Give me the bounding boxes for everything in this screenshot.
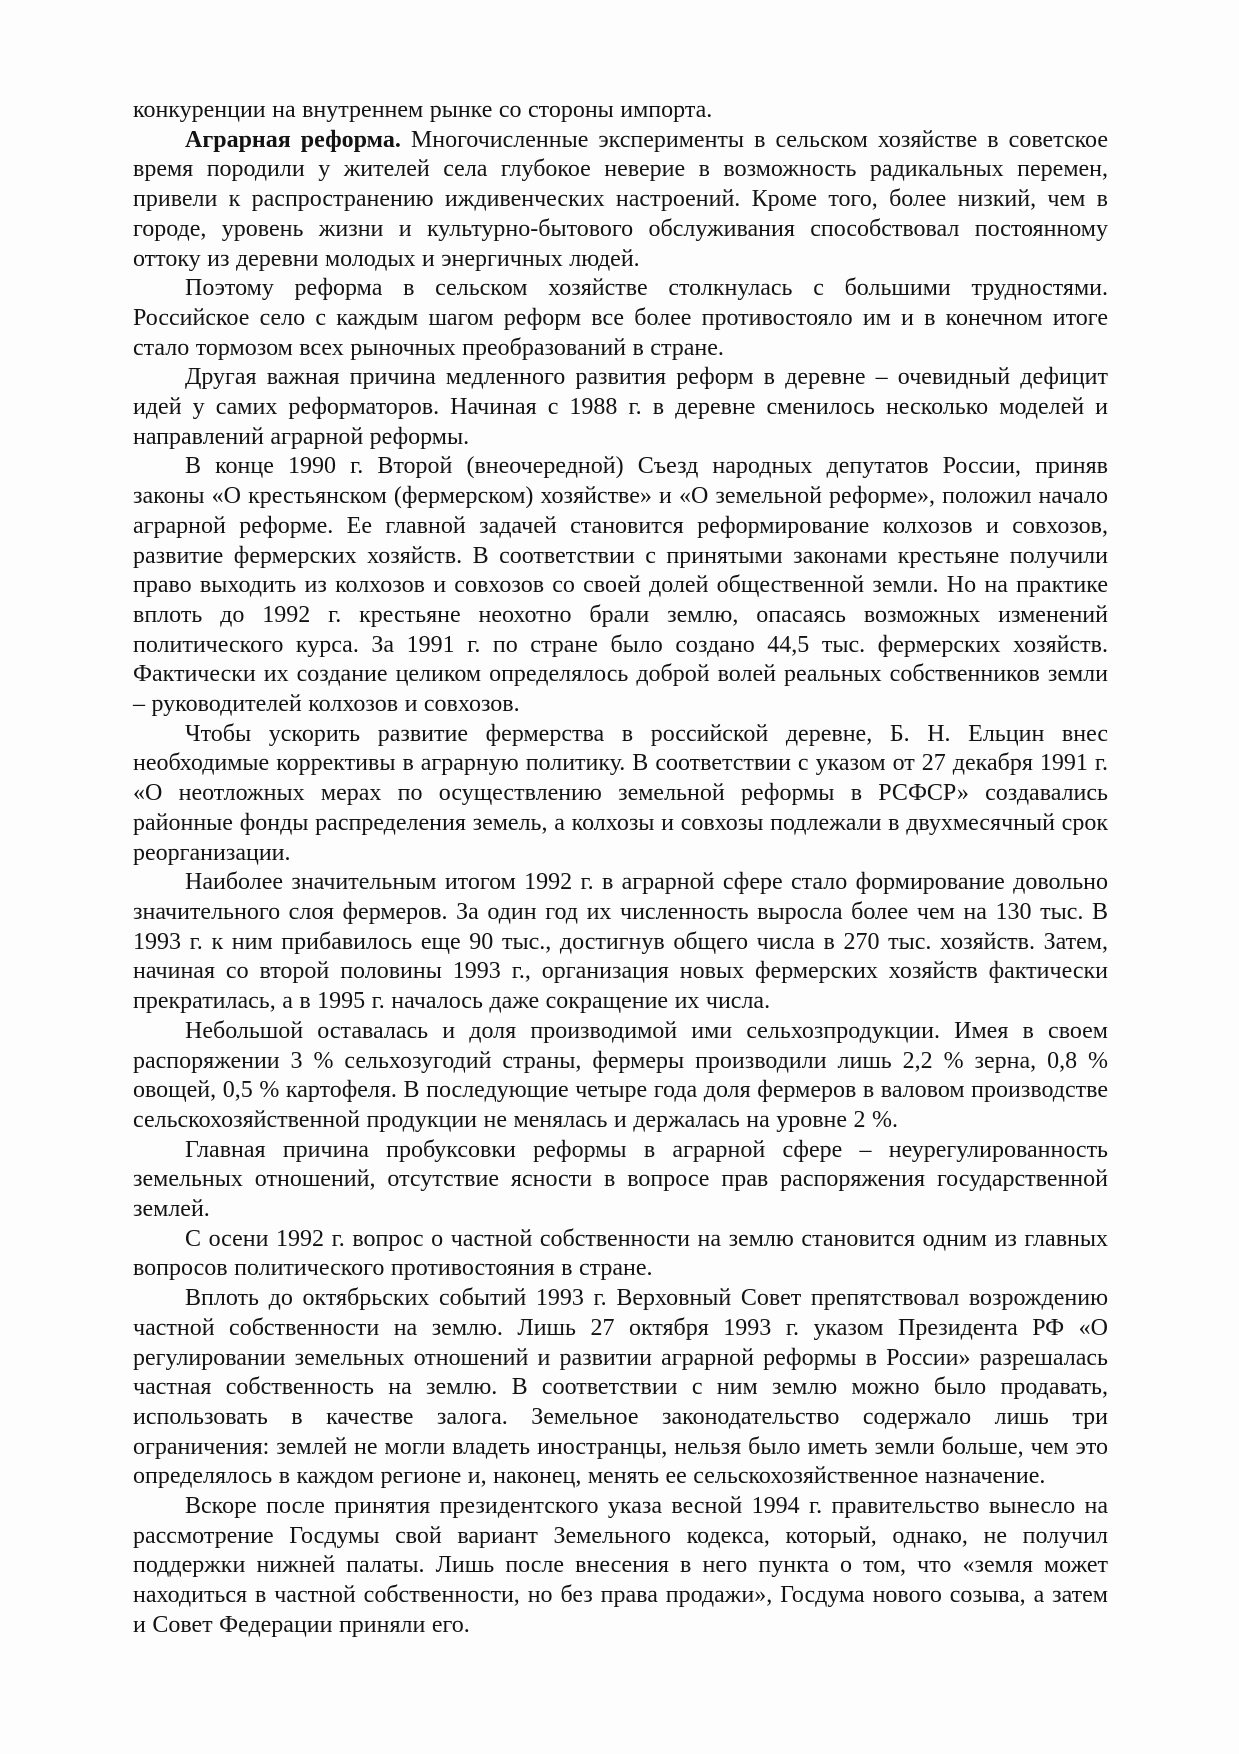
text-column — [133, 96, 1108, 1641]
paragraph — [133, 1225, 1108, 1284]
paragraph-text: Наиболее значительным итогом 1992 г. в аграрной сфере стало формирование довольно значительного слоя фермеров. За один год их численность выросла более чем на 130 тыс. В 1993 г. к ним прибавилось еще 90 тыс., достигнув общего числа в 270 тыс. хозяйств. Затем, начиная со второй половины 1993 г., организация новых фермерских хозяйств фактически прекратилась, а в 1995 г. началось даже сокращение их числа. — [133, 869, 1108, 1015]
paragraph — [133, 1017, 1108, 1136]
paragraph — [133, 868, 1108, 1017]
paragraph — [133, 274, 1108, 363]
paragraph — [133, 1284, 1108, 1492]
paragraph-text: конкуренции на внутреннем рынке со стороны импорта. — [133, 97, 713, 123]
paragraph-text: С осени 1992 г. вопрос о частной собственности на землю становится одним из главных вопросов политического противостояния в стране. — [133, 1225, 1108, 1282]
paragraph-text: В конце 1990 г. Второй (внеочередной) Съезд народных депутатов России, приняв законы «О крестьянском (фермерском) хозяйстве» и «О земельной реформе», положил начало аграрной реформе. Ее главной задачей становится реформирование колхозов и совхозов, развитие фермерских хозяйств. В соответствии с принятыми законами крестьяне получили право выходить из колхозов и совхозов со своей долей общественной земли. Но на практике вплоть до 1992 г. крестьяне неохотно брали землю, опасаясь возможных изменений политического курса. За 1991 г. по стране было создано 44,5 тыс. фермерских хозяйств. Фактически их создание целиком определялось доброй волей реальных собственников земли – руководителей колхозов и совхозов. — [133, 453, 1108, 718]
paragraph-text: Многочисленные эксперименты в сельском хозяйстве в советское время породили у жителей села глубокое неверие в возможность радикальных перемен, привели к распространению иждивенческих настроений. Кроме того, более низкий, чем в городе, уровень жизни и культурно-бытового обслуживания способствовал постоянному оттоку из деревни молодых и энергичных людей. — [133, 126, 1108, 272]
paragraph — [133, 126, 1108, 275]
paragraph-text: Вскоре после принятия президентского указа весной 1994 г. правительство вынесло на рассмотрение Госдумы свой вариант Земельного кодекса, который, однако, не получил поддержки нижней палаты. Лишь после внесения в него пункта о том, что «земля может находиться в частной собственности, но без права продажи», Госдума нового созыва, а затем и Совет Федерации приняли его. — [133, 1493, 1108, 1638]
paragraph — [133, 1136, 1108, 1225]
paragraph — [133, 1492, 1108, 1641]
paragraph — [133, 720, 1108, 869]
paragraph-text: Другая важная причина медленного развития реформ в деревне – очевидный дефицит идей у самих реформаторов. Начиная с 1988 г. в деревне сменилось несколько моделей и направлений аграрной реформы. — [133, 364, 1108, 450]
paragraph-text: Поэтому реформа в сельском хозяйстве столкнулась с большими трудностями. Российское село с каждым шагом реформ все более противостояло им и в конечном итоге стало тормозом всех рыночных преобразований в стране. — [133, 275, 1108, 361]
section-heading: Аграрная реформа. — [185, 126, 401, 153]
paragraph — [133, 452, 1108, 719]
paragraph — [133, 96, 1108, 126]
paragraph-text: Небольшой оставалась и доля производимой ими сельхозпродукции. Имея в своем распоряжении 3 % сельхозугодий страны, фермеры производили лишь 2,2 % зерна, 0,8 % овощей, 0,5 % картофеля. В последующие четыре года доля фермеров в валовом производстве сельскохозяйственной продукции не менялась и держалась на уровне 2 %. — [133, 1017, 1108, 1133]
paragraph-text: Чтобы ускорить развитие фермерства в российской деревне, Б. Н. Ельцин внес необходимые коррективы в аграрную политику. В соответствии с указом от 27 декабря 1991 г. «О неотложных мерах по осуществлению земельной реформы в РСФСР» создавались районные фонды распределения земель, а колхозы и совхозы подлежали в двухмесячный срок реорганизации. — [133, 720, 1108, 866]
paragraph — [133, 363, 1108, 452]
paragraph-text: Главная причина пробуксовки реформы в аграрной сфере – неурегулированность земельных отношений, отсутствие ясности в вопросе прав распоряжения государственной землей. — [133, 1136, 1108, 1223]
paragraph-text: Вплоть до октябрьских событий 1993 г. Верховный Совет препятствовал возрождению частной собственности на землю. Лишь 27 октября 1993 г. указом Президента РФ «О регулировании земельных отношений и развитии аграрной реформы в России» разрешалась частная собственность на землю. В соответствии с ним землю можно было продавать, использовать в качестве залога. Земельное законодательство содержало лишь три ограничения: землей не могли владеть иностранцы, нельзя было иметь земли больше, чем это определялось в каждом регионе и, наконец, менять ее сельскохозяйственное назначение. — [133, 1285, 1108, 1490]
